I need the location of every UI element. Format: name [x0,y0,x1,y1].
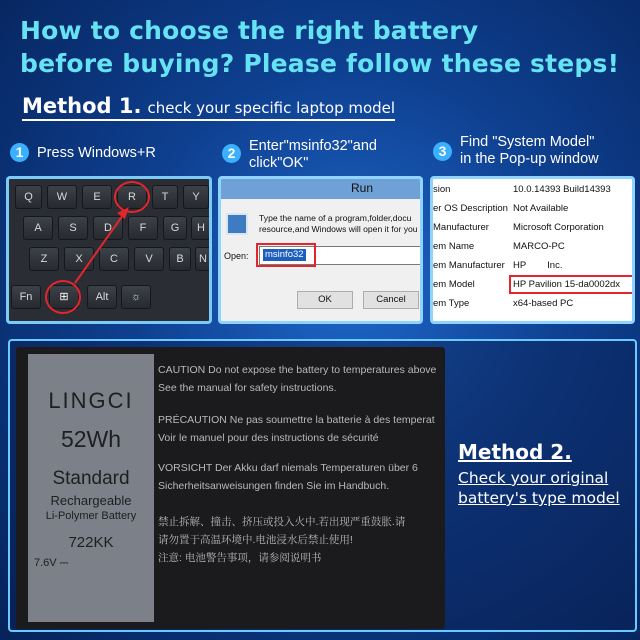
key-y: Y [183,185,209,209]
system-info-value: 10.0.14393 Build14393 [513,184,611,195]
system-info-key: em Model [433,279,475,290]
ok-button[interactable]: OK [297,291,353,309]
system-info-key: em Type [433,298,470,309]
step-1-number-icon: 1 [10,143,29,162]
battery-rechargeable: Rechargeable [50,493,132,508]
battery-label [28,354,154,622]
headline-line-2: before buying? Please follow these steps! [20,49,620,78]
cancel-button[interactable]: Cancel [363,291,419,309]
battery-chemistry: Li-Polymer Battery [45,510,137,522]
system-info-key: er OS Description [433,203,508,214]
battery-warning-line: Voir le manuel pour des instructions de sécurité [158,432,379,444]
step-2-text-line-2: click"OK" [249,155,309,171]
system-info-key: sion [433,184,451,195]
system-info-row [433,218,633,237]
battery-warning-line: 请勿置于高温环境中.电池浸水后禁止使用! [158,534,353,546]
run-dialog-titlebar [221,179,420,199]
system-info-row [433,237,633,256]
step-1 [10,143,156,162]
system-info-key: em Name [433,241,475,252]
method2-line-1: Check your original [458,469,609,487]
key-x: X [64,247,94,271]
brightness-key-icon: ☼ [121,285,151,309]
open-label: Open: [224,251,249,261]
key-f: F [128,216,158,240]
system-info-row [433,199,633,218]
system-info-panel [430,176,635,324]
keyboard-image [6,176,212,324]
battery-warning-line: Sicherheitsanweisungen finden Sie im Handbuch. [158,480,390,492]
key-r: R [117,185,147,209]
run-dialog-title: Run [351,181,374,195]
system-info-value: MARCO-PC [513,241,565,252]
step-2-text-line-1: Enter"msinfo32"and [249,138,377,154]
step-1-text: Press Windows+R [37,145,156,161]
run-dialog [218,176,423,324]
step-3 [433,134,599,168]
battery-brand: LINGCI [48,388,134,413]
open-input-highlight [256,243,316,267]
system-model-value: HP Pavilion 15-da0002dx [513,279,621,290]
battery-warning-line: VORSICHT Der Akku darf niemals Temperaturen über 6 [158,462,418,474]
system-model-highlight [509,275,635,294]
step-2-text [249,138,377,172]
step-3-text-line-2: in the Pop-up window [460,151,599,167]
method2-line-2: battery's type model [458,489,620,507]
key-g: G [163,216,187,240]
key-a: A [23,216,53,240]
run-icon [226,213,248,235]
arrow-icon [9,179,209,321]
headline-line-1: How to choose the right battery [20,16,479,45]
windows-key-icon: ⊞ [49,285,79,309]
step-3-text [460,134,599,168]
step-2-number-icon: 2 [222,144,241,163]
open-input-value: msinfo32 [265,249,304,260]
battery-standard: Standard [52,468,130,489]
battery-warning-line: PRÉCAUTION Ne pas soumettre la batterie à des temperat [158,414,435,426]
system-info-value: Microsoft Corporation [513,222,604,233]
system-info-value: x64-based PC [513,298,574,309]
key-e: E [82,185,112,209]
key-w: W [47,185,77,209]
battery-warning-line: CAUTION Do not expose the battery to temperatures above [158,364,437,376]
battery-capacity: 52Wh [60,426,122,452]
battery-image [16,347,445,629]
system-info-value: Not Available [513,203,569,214]
key-c: C [99,247,129,271]
step-3-text-line-1: Find "System Model" [460,134,595,150]
headline [20,14,630,80]
method2-subtitle [458,468,620,508]
step-2 [222,138,377,172]
key-alt: Alt [87,285,117,309]
method1-heading [22,94,395,121]
battery-warning-line: See the manual for safety instructions. [158,382,337,394]
key-s: S [58,216,88,240]
method1-title: Method 1. [22,94,142,118]
key-q: Q [15,185,42,209]
key-n: N [195,247,211,271]
battery-warning-line: 注意: 电池警告事项，请参阅说明书 [158,552,322,564]
key-fn: Fn [11,285,41,309]
method1-subtitle: check your specific laptop model [147,99,396,117]
system-info-value: HP Inc. [513,260,563,271]
system-info-row [433,294,633,313]
system-info-row [433,180,633,199]
method2-title: Method 2. [458,440,572,464]
system-info-row [433,256,633,275]
key-v: V [134,247,164,271]
battery-voltage: 7.6V ⎓ [34,557,69,569]
key-z: Z [29,247,59,271]
key-b: B [169,247,191,271]
key-d: D [93,216,123,240]
run-dialog-description: Type the name of a program,folder,docu resource,and Windows will open it for you [259,213,418,234]
key-t: T [152,185,178,209]
battery-warning-line: 禁止拆解、撞击、挤压或投入火中.若出现严重鼓胀.请 [158,516,406,528]
system-info-key: Manufacturer [433,222,489,233]
battery-model: 722KK [68,534,114,551]
step-3-number-icon: 3 [433,142,452,161]
key-h: H [191,216,211,240]
system-info-key: em Manufacturer [433,260,505,271]
